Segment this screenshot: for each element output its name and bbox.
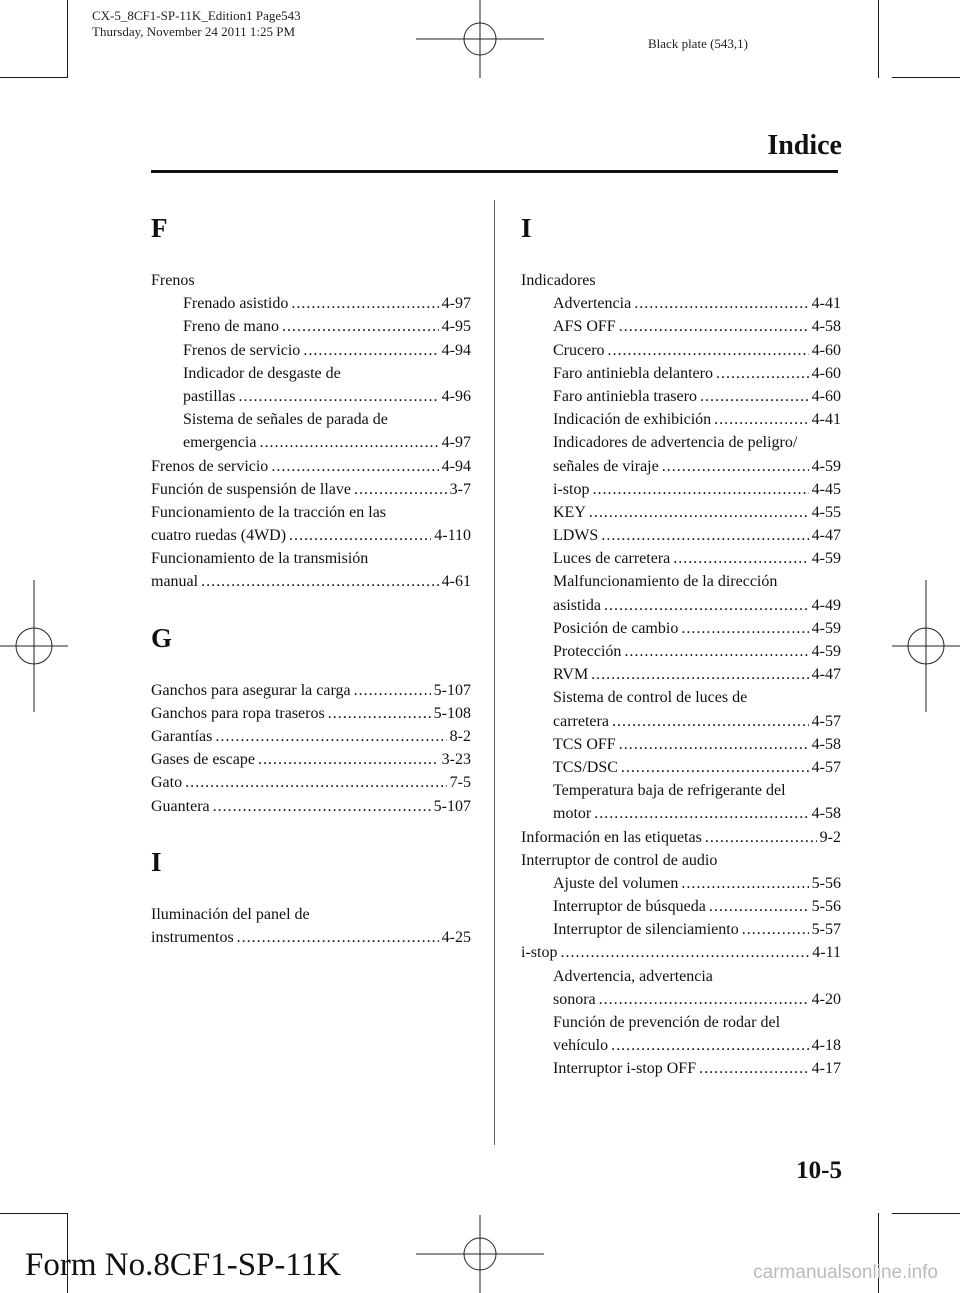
entry-label: Indicadores	[521, 272, 596, 289]
index-subentry	[521, 965, 841, 988]
registration-mark-top	[416, 0, 544, 78]
entry-page: 4-20	[811, 990, 841, 1008]
index-subentry	[521, 686, 841, 709]
entry-page: 4-59	[811, 643, 841, 660]
entry-label: Ajuste del volumen	[553, 874, 679, 892]
entry-page: 4-58	[811, 318, 841, 336]
index-subentry	[521, 617, 841, 640]
index-group-f	[151, 269, 471, 594]
entry-page: 5-56	[811, 874, 841, 892]
entry-label: Indicadores de advertencia de peligro/	[553, 434, 798, 452]
index-subentry	[521, 802, 841, 825]
index-group-g	[151, 679, 471, 818]
index-entry	[151, 570, 471, 593]
entry-page: 4-60	[811, 364, 841, 382]
index-subentry	[151, 292, 471, 315]
index-subentry	[521, 640, 841, 663]
dot-leader	[634, 292, 808, 315]
entry-label: manual	[151, 573, 199, 591]
dot-leader	[599, 988, 809, 1011]
entry-label: vehículo	[553, 1037, 609, 1055]
entry-label: LDWS	[553, 527, 599, 545]
index-subentry	[521, 779, 841, 802]
dot-leader	[185, 771, 447, 794]
header-rule	[151, 170, 838, 173]
entry-label: Crucero	[553, 341, 605, 359]
watermark: carmanualsonline.info	[753, 1262, 938, 1283]
index-group-i-right	[521, 269, 841, 1081]
index-entry	[151, 478, 471, 501]
index-subentry	[151, 315, 471, 338]
entry-page: 4-25	[441, 928, 471, 946]
entry-page: 4-59	[811, 619, 841, 637]
entry-label: Gato	[151, 774, 183, 792]
entry-page: 4-60	[811, 387, 841, 405]
dot-leader	[624, 640, 808, 663]
entry-page: 4-55	[811, 503, 841, 521]
entry-label: sonora	[553, 990, 596, 1008]
index-entry	[151, 748, 471, 771]
entry-label: Faro antiniebla delantero	[553, 364, 713, 382]
index-entry	[151, 547, 471, 570]
dot-leader	[259, 431, 438, 454]
entry-label: Indicación de exhibición	[553, 411, 712, 429]
registration-mark-right	[892, 580, 960, 712]
dot-leader	[238, 385, 438, 408]
entry-label: AFS OFF	[553, 318, 616, 336]
dot-leader	[328, 702, 431, 725]
entry-label: Temperatura baja de refrigerante del	[553, 782, 786, 800]
dot-leader	[681, 617, 808, 640]
file-info-line1: CX-5_8CF1-SP-11K_Edition1 Page543	[92, 8, 301, 23]
crop-mark	[67, 0, 68, 78]
entry-label: Información en las etiquetas	[521, 828, 702, 846]
index-subentry	[521, 408, 841, 431]
index-subentry	[521, 570, 841, 593]
dot-leader	[621, 756, 809, 779]
entry-label: Sistema de señales de parada de	[183, 411, 388, 429]
index-entry	[151, 795, 471, 818]
entry-page: 4-97	[441, 295, 471, 313]
entry-label: i-stop	[553, 480, 590, 498]
registration-mark-bottom	[416, 1215, 544, 1293]
entry-page: 9-2	[819, 828, 841, 846]
section-title: Indice	[767, 130, 842, 161]
index-subentry	[151, 362, 471, 385]
dot-leader	[673, 547, 808, 570]
dot-leader	[354, 679, 431, 702]
entry-label: Interruptor de búsqueda	[553, 898, 706, 916]
entry-page: 4-58	[811, 805, 841, 823]
index-subentry	[151, 385, 471, 408]
entry-page: 4-97	[441, 434, 471, 452]
entry-label: Malfuncionamiento de la dirección	[553, 573, 778, 591]
dot-leader	[604, 594, 809, 617]
dot-leader	[699, 1057, 809, 1080]
entry-page: 4-49	[811, 596, 841, 614]
entry-label: Freno de mano	[183, 318, 279, 336]
index-subentry	[521, 385, 841, 408]
file-info-line2: Thursday, November 24 2011 1:25 PM	[92, 24, 296, 39]
dot-leader	[709, 895, 809, 918]
dot-leader	[700, 385, 809, 408]
entry-page: 3-7	[449, 480, 471, 498]
index-entry	[151, 269, 471, 292]
entry-label: TCS OFF	[553, 735, 616, 753]
letter-heading-g: G	[151, 622, 173, 653]
entry-page: 4-57	[811, 712, 841, 730]
entry-page: 4-94	[441, 341, 471, 359]
dot-leader	[714, 408, 809, 431]
dot-leader	[201, 570, 439, 593]
index-entry	[521, 849, 841, 872]
entry-label: Función de suspensión de llave	[151, 480, 351, 498]
index-subentry	[521, 547, 841, 570]
entry-label: señales de viraje	[553, 457, 659, 475]
entry-page: 4-18	[811, 1037, 841, 1055]
index-entry	[151, 501, 471, 524]
index-subentry	[521, 524, 841, 547]
dot-leader	[608, 339, 809, 362]
entry-label: Advertencia	[553, 295, 632, 313]
index-subentry	[521, 1057, 841, 1080]
letter-heading-f: F	[151, 213, 168, 243]
dot-leader	[592, 478, 808, 501]
entry-label: Garantías	[151, 728, 213, 745]
index-subentry	[151, 431, 471, 454]
index-column-right	[521, 206, 841, 1081]
index-subentry	[151, 339, 471, 362]
entry-page: 4-17	[811, 1060, 841, 1078]
entry-label: Frenos de servicio	[151, 457, 269, 475]
index-subentry	[521, 455, 841, 478]
entry-page: 4-45	[811, 480, 841, 498]
entry-label: RVM	[553, 666, 589, 684]
entry-page: 5-56	[811, 898, 841, 916]
entry-label: Interruptor de control de audio	[521, 851, 718, 869]
entry-label: Guantera	[151, 797, 210, 815]
entry-label: Ganchos para asegurar la carga	[151, 681, 351, 699]
index-entry	[521, 941, 841, 964]
dot-leader	[612, 710, 809, 733]
entry-label: Interruptor i-stop OFF	[553, 1060, 697, 1078]
entry-page: 4-47	[811, 666, 841, 684]
dot-leader	[681, 872, 808, 895]
dot-leader	[594, 802, 808, 825]
entry-page: 4-11	[812, 944, 841, 962]
plate-label: Black plate (543,1)	[648, 36, 748, 51]
entry-page: 4-95	[441, 318, 471, 336]
index-subentry	[521, 918, 841, 941]
index-subentry	[521, 315, 841, 338]
crop-mark	[892, 1213, 960, 1214]
index-column-left	[151, 206, 471, 949]
index-subentry	[521, 710, 841, 733]
index-entry	[151, 702, 471, 725]
crop-mark	[0, 1213, 68, 1214]
index-subentry	[521, 733, 841, 756]
column-divider	[494, 200, 495, 1145]
index-entry	[151, 926, 471, 949]
dot-leader	[271, 455, 438, 478]
entry-page: 7-5	[449, 774, 471, 792]
entry-label: Frenos de servicio	[183, 341, 301, 359]
dot-leader	[289, 524, 431, 547]
entry-page: 8-2	[449, 728, 471, 745]
entry-page: 3-23	[441, 751, 471, 769]
index-entry	[151, 903, 471, 926]
entry-label: Luces de carretera	[553, 550, 671, 568]
entry-label: pastillas	[183, 387, 236, 405]
entry-label: cuatro ruedas (4WD)	[151, 527, 287, 545]
dot-leader	[237, 926, 439, 949]
index-subentry	[521, 292, 841, 315]
crop-mark	[878, 0, 879, 78]
entry-label: Frenado asistido	[183, 295, 289, 313]
entry-page: 4-41	[811, 411, 841, 429]
index-group-i-left	[151, 903, 471, 949]
form-number: Form No.8CF1-SP-11K	[25, 1247, 341, 1283]
index-subentry	[521, 594, 841, 617]
entry-label: Interruptor de silenciamiento	[553, 921, 739, 939]
entry-label: Sistema de control de luces de	[553, 689, 748, 707]
dot-leader	[282, 315, 439, 338]
entry-page: 5-107	[433, 681, 471, 699]
dot-leader	[215, 725, 446, 748]
dot-leader	[601, 524, 808, 547]
entry-page: 5-108	[433, 704, 471, 722]
dot-leader	[258, 748, 439, 771]
entry-page: 5-57	[811, 921, 841, 939]
index-subentry	[521, 872, 841, 895]
entry-label: instrumentos	[151, 928, 234, 946]
index-entry	[521, 269, 841, 292]
page-number: 10-5	[796, 1157, 842, 1184]
registration-mark-left	[0, 580, 68, 712]
index-entry	[151, 524, 471, 547]
entry-label: Posición de cambio	[553, 619, 679, 637]
index-subentry	[521, 988, 841, 1011]
index-subentry	[521, 339, 841, 362]
dot-leader	[619, 733, 809, 756]
dot-leader	[705, 826, 817, 849]
letter-heading-i: I	[151, 846, 162, 877]
index-entry	[151, 455, 471, 478]
dot-leader	[589, 501, 809, 524]
entry-page: 4-110	[434, 527, 471, 545]
dot-leader	[619, 315, 809, 338]
dot-leader	[742, 918, 809, 941]
index-subentry	[151, 408, 471, 431]
index-subentry	[521, 895, 841, 918]
index-subentry	[521, 431, 841, 454]
crop-mark	[0, 77, 68, 78]
entry-label: Advertencia, advertencia	[553, 967, 713, 985]
dot-leader	[303, 339, 438, 362]
entry-label: Funcionamiento de la transmisión	[151, 550, 369, 568]
entry-label: Frenos	[151, 272, 195, 289]
entry-page: 5-107	[433, 797, 471, 815]
entry-label: Protección	[553, 643, 622, 660]
entry-label: motor	[553, 805, 592, 823]
dot-leader	[716, 362, 809, 385]
dot-leader	[591, 663, 809, 686]
entry-label: Función de prevención de rodar del	[553, 1014, 781, 1031]
entry-page: 4-96	[441, 387, 471, 405]
dot-leader	[662, 455, 809, 478]
index-subentry	[521, 362, 841, 385]
entry-label: Gases de escape	[151, 751, 255, 769]
dot-leader	[560, 941, 809, 964]
dot-leader	[213, 795, 431, 818]
entry-label: KEY	[553, 503, 586, 521]
entry-label: i-stop	[521, 944, 558, 962]
entry-page: 4-57	[811, 758, 841, 776]
entry-label: emergencia	[183, 434, 257, 452]
index-entry	[151, 679, 471, 702]
entry-label: TCS/DSC	[553, 758, 618, 776]
entry-page: 4-47	[811, 527, 841, 545]
entry-page: 4-59	[811, 457, 841, 475]
index-entry	[521, 826, 841, 849]
entry-label: Funcionamiento de la tracción en las	[151, 503, 387, 521]
entry-page: 4-94	[441, 457, 471, 475]
index-entry	[151, 771, 471, 794]
entry-label: Indicador de desgaste de	[183, 364, 341, 382]
entry-label: Iluminación del panel de	[151, 905, 310, 923]
entry-page: 4-41	[811, 295, 841, 313]
index-subentry	[521, 756, 841, 779]
entry-label: carretera	[553, 712, 609, 730]
index-subentry	[521, 1034, 841, 1057]
index-subentry	[521, 663, 841, 686]
letter-heading-i: I	[521, 213, 532, 243]
crop-mark	[892, 77, 960, 78]
dot-leader	[291, 292, 438, 315]
index-subentry	[521, 478, 841, 501]
index-subentry	[521, 1011, 841, 1034]
entry-page: 4-60	[811, 341, 841, 359]
entry-page: 4-59	[811, 550, 841, 568]
dot-leader	[354, 478, 447, 501]
entry-page: 4-61	[441, 573, 471, 591]
entry-label: Faro antiniebla trasero	[553, 387, 697, 405]
file-info	[92, 8, 301, 40]
index-subentry	[521, 501, 841, 524]
dot-leader	[611, 1034, 809, 1057]
entry-label: Ganchos para ropa traseros	[151, 704, 325, 722]
entry-page: 4-58	[811, 735, 841, 753]
index-entry	[151, 725, 471, 748]
entry-label: asistida	[553, 596, 601, 614]
